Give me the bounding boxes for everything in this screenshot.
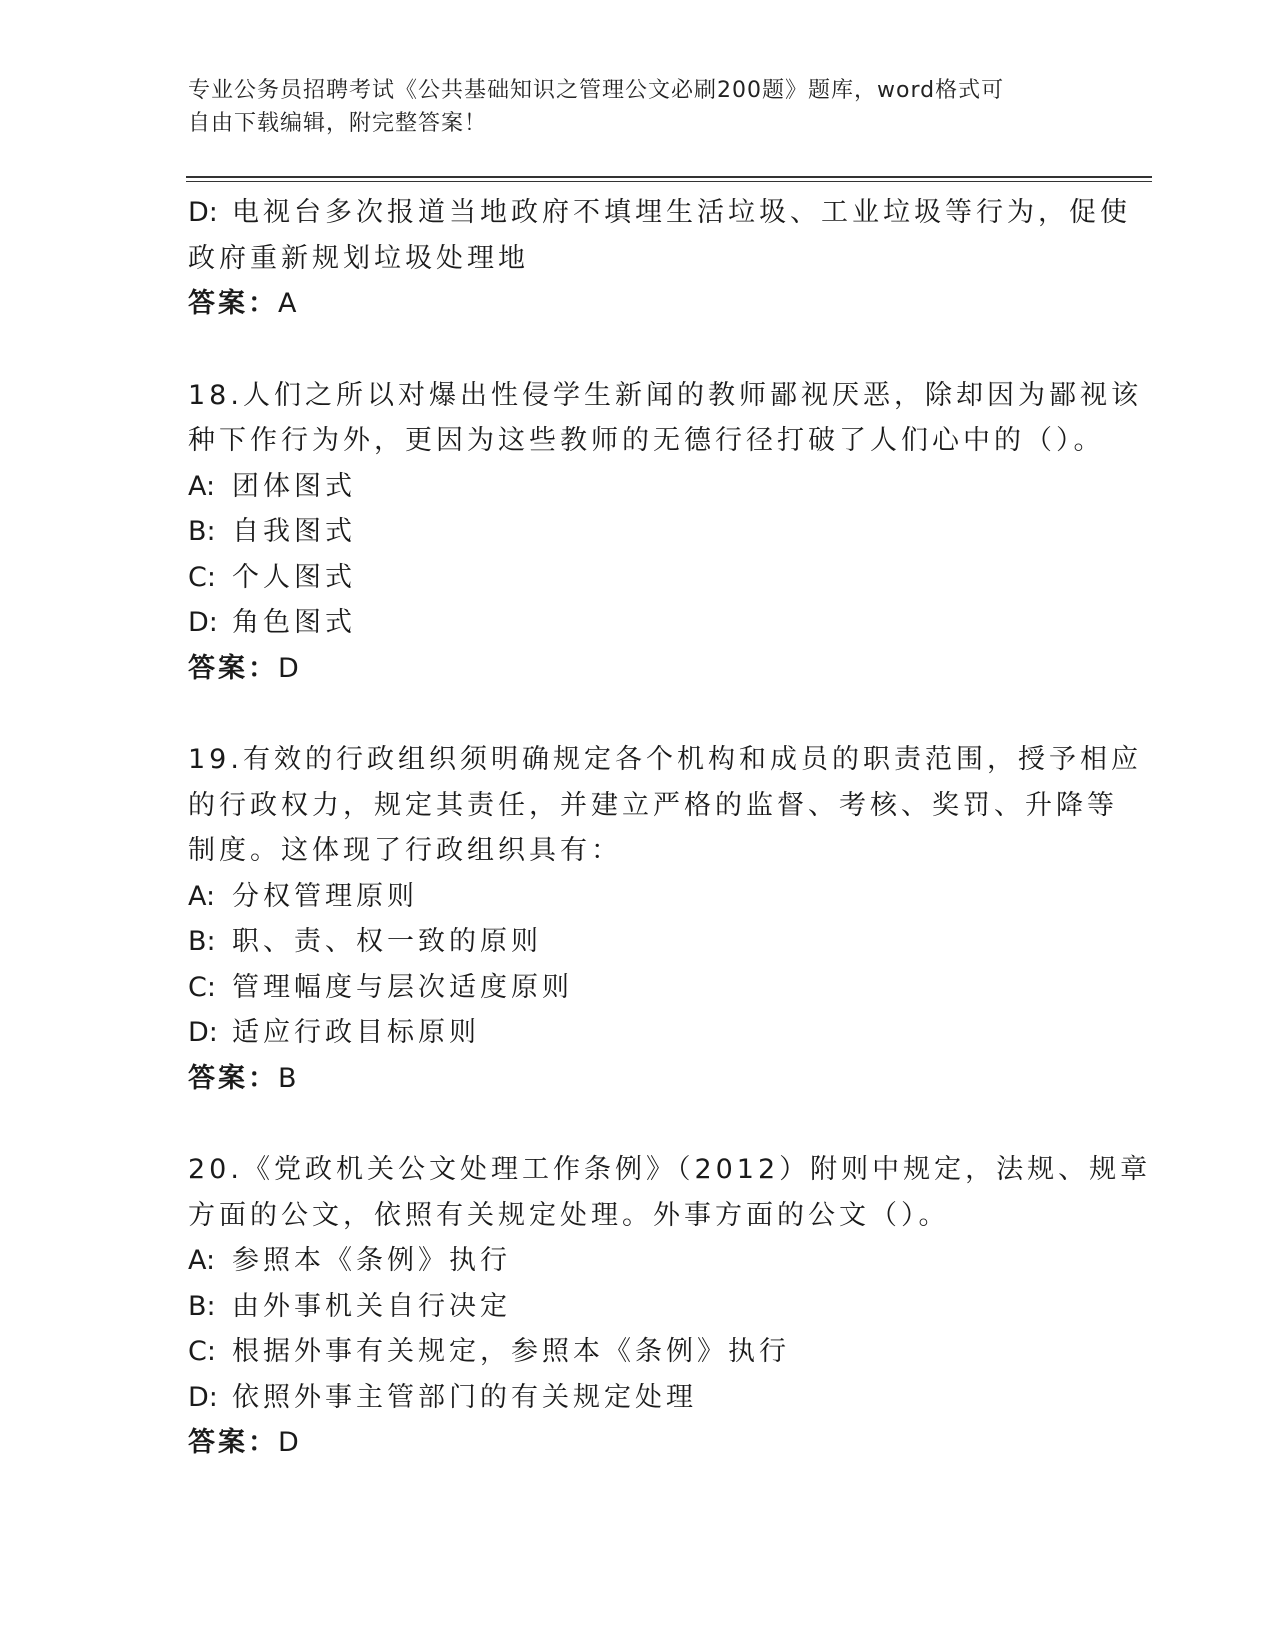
option-text: 角色图式 <box>232 607 356 638</box>
option-row <box>188 1238 1088 1284</box>
answer-label: 答案： <box>188 1427 278 1458</box>
answer-label: 答案： <box>188 1062 278 1094</box>
option-key: D: <box>188 1381 218 1413</box>
option-text: 由外事机关自行决定 <box>232 1290 511 1322</box>
option-row <box>188 509 1088 555</box>
answer-row <box>188 1420 1088 1466</box>
question-stem-line: 种下作行为外，更因为这些教师的无德行径打破了人们心中的（）。 <box>188 425 1105 456</box>
question-stem-line: 的行政权力，规定其责任，并建立严格的监督、考核、奖罚、升降等 <box>188 789 1118 821</box>
option-text: 适应行政目标原则 <box>232 1017 480 1048</box>
option-row <box>188 965 1088 1011</box>
option-key: C: <box>188 971 216 1003</box>
option-text: 分权管理原则 <box>232 880 418 912</box>
option-row <box>188 600 1088 646</box>
answer-label: 答案： <box>188 288 278 319</box>
answer-value: D <box>278 652 300 684</box>
option-key: B: <box>188 926 216 957</box>
option-row <box>188 1010 1088 1056</box>
option-text: 团体图式 <box>232 470 356 502</box>
question-stem-line: 19.有效的行政组织须明确规定各个机构和成员的职责范围，授予相应 <box>188 744 1142 775</box>
question-19 <box>188 737 1142 1101</box>
option-text-continued: 政府重新规划垃圾处理地 <box>188 242 529 274</box>
option-key: C: <box>188 1336 216 1367</box>
option-key: A: <box>188 1245 216 1276</box>
question-content <box>188 190 1152 1466</box>
option-key: B: <box>188 1290 216 1322</box>
option-text: 个人图式 <box>232 561 356 593</box>
question-stem-line: 20.《党政机关公文处理工作条例》（2012）附则中规定，法规、规章 <box>188 1154 1152 1185</box>
option-row <box>188 190 1131 236</box>
option-key: D: <box>188 607 218 638</box>
question-18 <box>188 373 1142 692</box>
answer-value: B <box>278 1062 298 1094</box>
option-key: D: <box>188 197 218 228</box>
answer-value: A <box>278 288 298 319</box>
answer-label: 答案： <box>188 652 278 684</box>
header-line-2: 自由下载编辑，附完整答案！ <box>188 111 488 136</box>
option-key: B: <box>188 516 216 547</box>
option-row <box>188 464 1088 510</box>
option-row <box>188 1375 1088 1421</box>
answer-row <box>188 1056 1088 1102</box>
option-row <box>188 555 1088 601</box>
question-stem-line: 18.人们之所以对爆出性侵学生新闻的教师鄙视厌恶，除却因为鄙视该 <box>188 379 1142 411</box>
option-text: 管理幅度与层次适度原则 <box>232 971 573 1003</box>
option-text: 职、责、权一致的原则 <box>232 926 542 957</box>
option-text: 根据外事有关规定，参照本《条例》执行 <box>232 1336 790 1367</box>
option-row <box>188 1329 1088 1375</box>
page-header <box>188 74 1068 140</box>
header-divider <box>186 176 1152 182</box>
question-20 <box>188 1147 1152 1466</box>
option-text: 参照本《条例》执行 <box>232 1245 511 1276</box>
option-key: A: <box>188 470 216 502</box>
answer-value: D <box>278 1427 300 1458</box>
option-row <box>188 919 1088 965</box>
option-key: D: <box>188 1017 218 1048</box>
carryover-block <box>188 190 1131 327</box>
question-stem-line: 方面的公文，依照有关规定处理。外事方面的公文（）。 <box>188 1199 950 1231</box>
option-text: 电视台多次报道当地政府不填埋生活垃圾、工业垃圾等行为，促使 <box>232 197 1131 228</box>
option-key: A: <box>188 880 216 912</box>
answer-row <box>188 281 1088 327</box>
option-row <box>188 1284 1088 1330</box>
option-row <box>188 874 1088 920</box>
option-key: C: <box>188 561 216 593</box>
option-text: 自我图式 <box>232 516 356 547</box>
question-stem-line: 制度。这体现了行政组织具有： <box>188 835 622 866</box>
answer-row <box>188 646 1088 692</box>
header-line-1: 专业公务员招聘考试《公共基础知识之管理公文必刷200题》题库，word格式可 <box>188 78 1005 103</box>
option-text: 依照外事主管部门的有关规定处理 <box>232 1381 697 1413</box>
